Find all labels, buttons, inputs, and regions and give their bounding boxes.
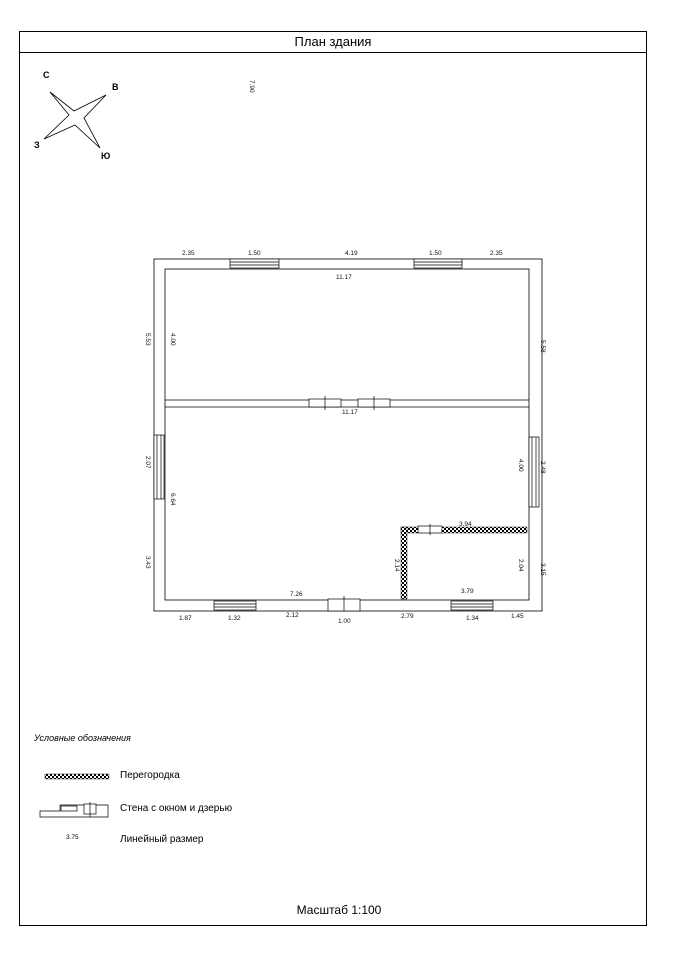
dim-bottom-outer: 2.12 [286,612,299,619]
compass-east-label: В [112,82,119,92]
compass-rose-icon [44,92,106,148]
dim-left-outer-window: 2.07 [144,456,151,469]
doors [309,396,442,611]
legend-wall-label: Стена с окном и дзерью [120,803,233,814]
dim-top-outer: 1.50 [248,250,261,257]
window-top-right [414,259,462,268]
dim-bottom-outer: 1.87 [179,615,192,622]
dim-room-right-inner: 2.04 [517,559,524,572]
window-bottom-left [214,601,256,610]
window-left [154,435,164,499]
dim-top-outer: 1.50 [429,250,442,257]
door-room-partition [418,524,442,535]
dim-right-outer-lower: 3.15 [539,563,546,576]
stray-dimension: 7.90 [248,80,255,93]
dim-top-outer: 2.35 [182,250,195,257]
legend-heading: Условные обозначения [34,733,131,743]
door-partition-1 [309,396,341,410]
dim-right-outer-upper: 5.58 [539,340,546,353]
dim-bottom-outer: 2.79 [401,613,414,620]
legend-partition-label: Перегородка [120,770,180,781]
dim-right-outer-window: 2.48 [539,461,546,474]
legend-linear-label: Линейный размер [120,834,204,845]
dimension-labels [144,250,546,625]
compass-north-label: С [43,70,50,80]
door-partition-2 [358,396,390,410]
dim-partition-wall: 11.17 [342,409,358,416]
dim-room-partition-horizontal: 3.94 [459,521,472,528]
windows [154,259,539,610]
dim-bottom-outer: 1.34 [466,615,479,622]
dim-left-inner-lower: 6.64 [169,493,176,506]
dim-left-outer-upper: 5.53 [144,333,151,346]
legend-sample-dimension: 3.75 [66,834,79,841]
dim-top-outer: 2.35 [490,250,503,257]
dim-bottom-outer: 1.00 [338,618,351,625]
dim-right-inner-lower: 4.00 [517,459,524,472]
dim-bottom-inner-right: 3.79 [461,588,474,595]
dim-top-outer: 4.19 [345,250,358,257]
dim-bottom-outer: 1.32 [228,615,241,622]
partition-vertical [401,527,407,599]
window-right [529,437,539,507]
dim-left-outer-lower: 3.43 [144,556,151,569]
page-title: План здания [19,31,647,53]
compass-south-label: Ю [101,151,111,161]
dim-bottom-outer: 1.45 [511,613,524,620]
compass-west-label: З [34,140,40,150]
dim-left-inner-upper: 4.00 [169,333,176,346]
window-top-left [230,259,279,268]
legend-wall-swatch [40,802,108,817]
building-walls [154,259,542,611]
door-entrance [328,596,360,611]
scale-label: Масштаб 1:100 [296,903,382,917]
dim-bottom-inner-left: 7.26 [290,591,303,598]
partition-horizontal-right [442,527,527,533]
legend-partition-swatch [45,774,109,779]
dim-top-inner: 11.17 [336,274,352,281]
dim-room-partition-vertical: 2.14 [393,559,400,572]
window-bottom-right [451,601,493,610]
